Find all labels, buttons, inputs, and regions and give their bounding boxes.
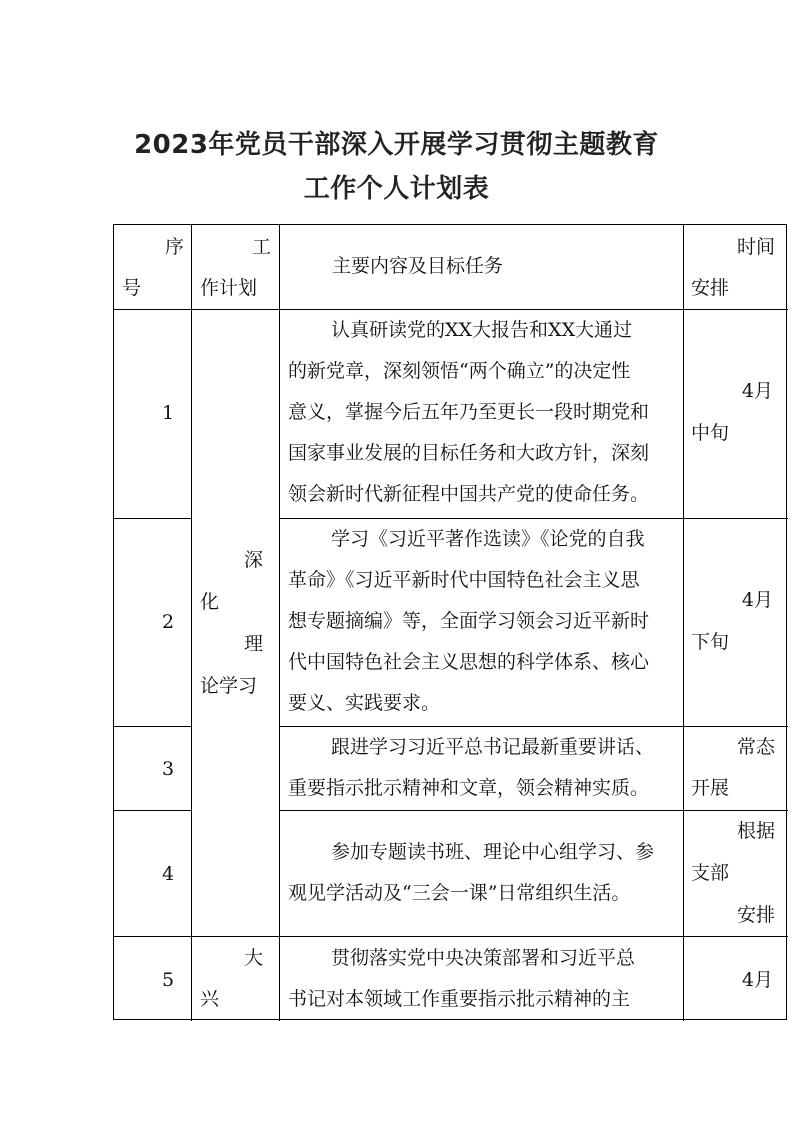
row-number: 1 xyxy=(161,402,175,424)
row-content-line: 学习《习近平著作选读》《论党的自我 xyxy=(331,528,645,550)
row-content-line: 要义、实践要求。 xyxy=(288,692,441,714)
document-title-line-1: 2023年党员干部深入开展学习贯彻主题教育 xyxy=(134,130,659,160)
row-content-line: 观见学活动及“三会一课”日常组织生活。 xyxy=(288,882,631,904)
row-content-line: 书记对本领域工作重要指示批示精神的主 xyxy=(288,988,631,1010)
header-plan-part1: 工 xyxy=(251,236,271,258)
row-content-line: 意义，掌握今后五年乃至更长一段时期党和 xyxy=(288,401,650,423)
header-seq-part2: 号 xyxy=(122,277,142,299)
document-title-line-2: 工作个人计划表 xyxy=(303,174,490,204)
row-time-part1: 4月 xyxy=(741,589,773,611)
column-divider xyxy=(279,225,280,1021)
row-content-line: 革命》《习近平新时代中国特色社会主义思 xyxy=(288,569,640,591)
header-content: 主要内容及目标任务 xyxy=(332,255,504,277)
row-time-part2: 下旬 xyxy=(691,631,730,653)
row-time-part2: 中旬 xyxy=(691,422,730,444)
row-number: 3 xyxy=(161,758,175,780)
header-seq-part1: 序 xyxy=(164,236,184,258)
row-content-line: 重要指示批示精神和文章，领会精神实质。 xyxy=(288,777,650,799)
row-divider xyxy=(114,518,191,519)
row-content-line: 跟进学习习近平总书记最新重要讲话、 xyxy=(331,736,655,758)
row-number: 4 xyxy=(161,863,175,885)
row-number: 5 xyxy=(161,969,175,991)
row-time-part1: 4月 xyxy=(741,969,773,991)
header-time-part1: 时间 xyxy=(736,236,775,258)
category-deepen-theory-part2: 化 xyxy=(200,591,220,613)
row-content-line: 领会新时代新征程中国共产党的使命任务。 xyxy=(288,483,650,505)
row-time-part2: 支部 xyxy=(691,862,730,884)
category-promote-part1: 大 xyxy=(243,947,263,969)
row-content-line: 国家事业发展的目标任务和大政方针，深刻 xyxy=(288,442,650,464)
row-content-line: 认真研读党的XX大报告和XX大通过 xyxy=(331,319,633,341)
row-time-part1: 4月 xyxy=(741,380,773,402)
row-divider xyxy=(114,810,191,811)
category-deepen-theory-part1: 深 xyxy=(243,549,263,571)
header-time-part2: 安排 xyxy=(691,277,730,299)
row-content-line: 贯彻落实党中央决策部署和习近平总 xyxy=(331,947,636,969)
row-number: 2 xyxy=(161,611,175,633)
row-time-part1: 根据 xyxy=(736,820,775,842)
category-deepen-theory-part3: 理 xyxy=(243,633,263,655)
category-promote-part2: 兴 xyxy=(200,988,220,1010)
row-content-line: 代中国特色社会主义思想的科学体系、核心 xyxy=(288,651,650,673)
row-content-line: 参加专题读书班、理论中心组学习、参 xyxy=(331,841,655,863)
row-divider xyxy=(114,726,191,727)
category-deepen-theory-part4: 论学习 xyxy=(200,675,258,697)
row-content-line: 想专题摘编》等，全面学习领会习近平新时 xyxy=(288,610,650,632)
plan-table xyxy=(113,224,787,1020)
row-divider xyxy=(114,936,788,937)
row-time-part2: 开展 xyxy=(691,777,730,799)
row-time-part1: 常态 xyxy=(736,736,775,758)
header-plan-part2: 作计划 xyxy=(200,277,258,299)
row-content-line: 的新党章，深刻领悟“两个确立”的决定性 xyxy=(288,360,631,382)
row-time-part3: 安排 xyxy=(736,904,775,926)
